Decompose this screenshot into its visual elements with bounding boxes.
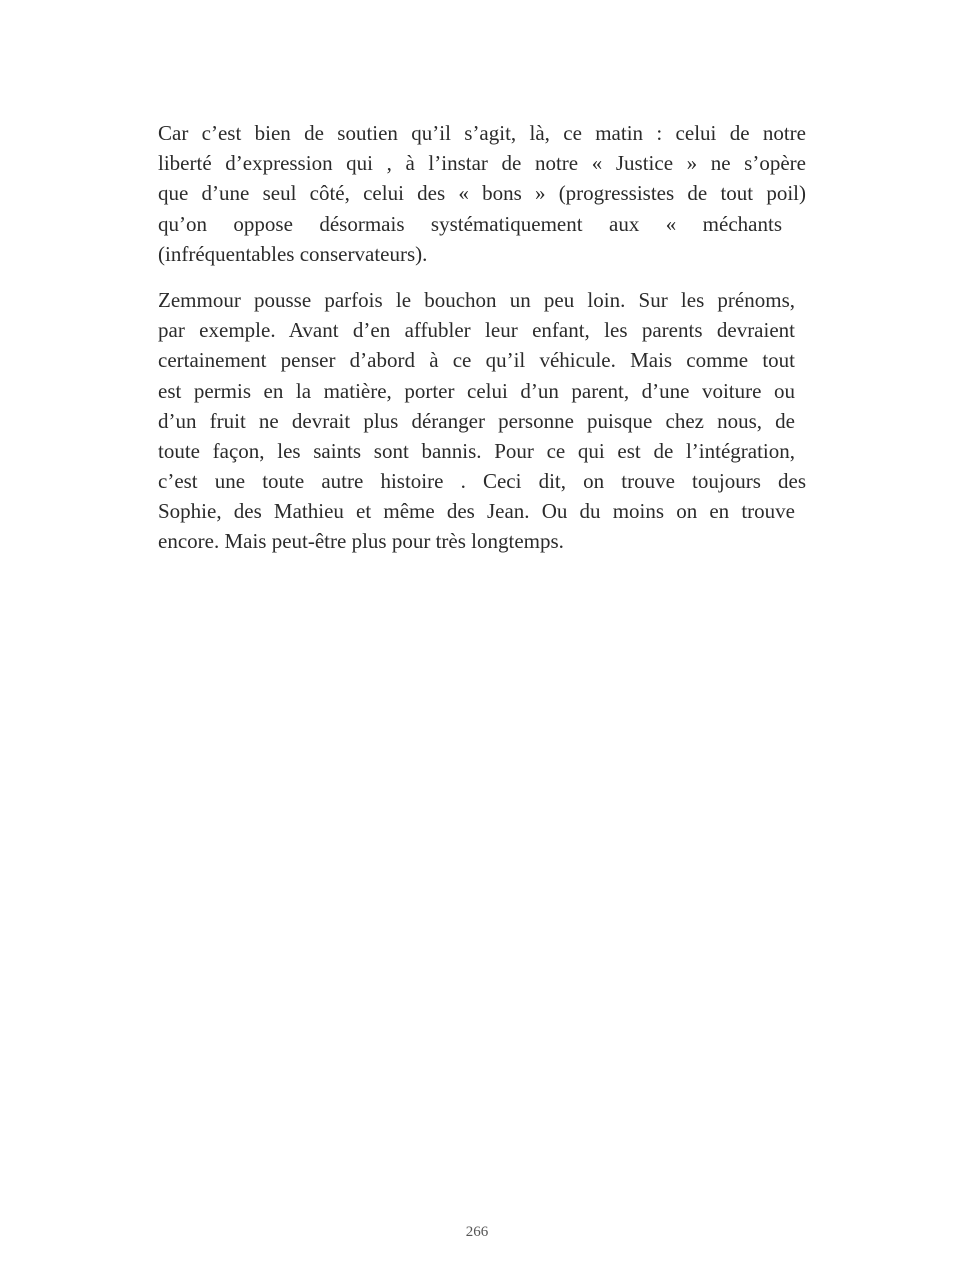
text-line: par exemple. Avant d’en affubler leur enfant, les parents devraient bbox=[158, 318, 795, 343]
text-line: liberté d’expression qui , à l’instar de notre « Justice » ne s’opère bbox=[158, 151, 806, 176]
text-line: d’un fruit ne devrait plus déranger personne puisque chez nous, de bbox=[158, 408, 795, 433]
text-line: que d’une seul côté, celui des « bons » (progressistes de tout poil) bbox=[158, 181, 806, 206]
text-line: certainement penser d’abord à ce qu’il véhicule. Mais comme tout bbox=[158, 348, 795, 373]
text-line: est permis en la matière, porter celui d’un parent, d’une voiture ou bbox=[158, 378, 795, 403]
page-number: 266 bbox=[465, 1224, 489, 1240]
text-line: (infréquentables conservateurs). bbox=[158, 241, 428, 266]
text-line: Car c’est bien de soutien qu’il s’agit, là, ce matin : celui de notre bbox=[158, 121, 806, 145]
body-text bbox=[158, 118, 806, 557]
text-line: toute façon, les saints sont bannis. Pour ce qui est de l’intégration, bbox=[158, 438, 795, 463]
paragraph bbox=[158, 118, 806, 269]
text-line: c’est une toute autre histoire . Ceci dit, on trouve toujours des bbox=[158, 469, 806, 494]
text-line: encore. Mais peut-être plus pour très longtemps. bbox=[158, 529, 564, 554]
text-line: Zemmour pousse parfois le bouchon un peu loin. Sur les prénoms, bbox=[158, 287, 795, 312]
text-line: Sophie, des Mathieu et même des Jean. Ou du moins on en trouve bbox=[158, 499, 795, 524]
paragraph bbox=[158, 285, 806, 557]
text-line: qu’on oppose désormais systématiquement aux « méchants bbox=[158, 211, 782, 236]
